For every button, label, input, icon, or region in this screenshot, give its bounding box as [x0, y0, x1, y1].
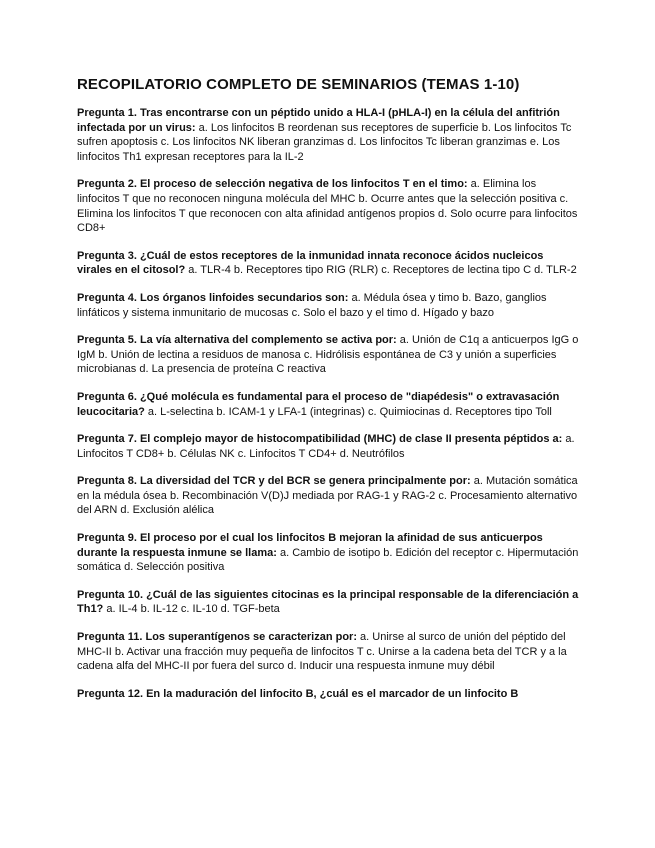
question-stem: Pregunta 10. ¿Cuál de las siguientes citocinas es la principal responsable de la diferenciación a Th1?	[77, 588, 579, 616]
question-stem: Pregunta 4. Los órganos linfoides secundarios son:	[77, 291, 349, 304]
question-options: a. IL-4 b. IL-12 c. IL-10 d. TGF-beta	[103, 603, 280, 616]
question-options: a. Linfocitos T CD8+ b. Células NK c. Linfocitos T CD4+ d. Neutrófilos	[77, 433, 575, 460]
question-11	[77, 630, 579, 674]
question-stem: Pregunta 7. El complejo mayor de histocompatibilidad (MHC) de clase II presenta péptidos a:	[77, 433, 563, 446]
question-options: a. Los linfocitos B reordenan sus receptores de superficie b. Los linfocitos Tc sufren apoptosis c. Los linfocitos NK liberan granzimas d. Los linfocitos Tc liberan granzimas e. Los linfocitos Th1 expresan receptores para la IL-2	[77, 121, 572, 163]
question-stem: Pregunta 2. El proceso de selección negativa de los linfocitos T en el timo:	[77, 178, 468, 191]
document-page	[77, 75, 579, 714]
question-options: a. Elimina los linfocitos T que no reconocen ninguna molécula del MHC b. Ocurre antes que la selección positiva c. Elimina los linfocitos T que reconocen con alta afinidad antígenos propios d. Solo ocurre para linfocitos CD8+	[77, 178, 578, 235]
question-options: a. Unirse al surco de unión del péptido del MHC-II b. Activar una fracción muy pequeña de linfocitos T c. Unirse a la cadena beta del TCR y a la cadena alfa del MHC-II por fuera del surco d. Inducir una respuesta inmune muy débil	[77, 631, 567, 673]
question-9	[77, 531, 579, 575]
question-2	[77, 177, 579, 235]
question-stem: Pregunta 5. La vía alternativa del complemento se activa por:	[77, 334, 397, 347]
question-options: a. Médula ósea y timo b. Bazo, ganglios linfáticos y sistema inmunitario de mucosas c. Solo el bazo y el timo d. Hígado y bazo	[77, 291, 547, 319]
question-stem: Pregunta 6. ¿Qué molécula es fundamental para el proceso de "diapédesis" o extravasación leucocitaria?	[77, 390, 560, 418]
question-options: a. TLR-4 b. Receptores tipo RIG (RLR) c. Receptores de lectina tipo C d. TLR-2	[185, 264, 577, 277]
question-stem: Pregunta 12. En la maduración del linfocito B, ¿cuál es el marcador de un linfocito B	[77, 687, 519, 700]
document-title: RECOPILATORIO COMPLETO DE SEMINARIOS (TEMAS 1-10)	[77, 76, 520, 93]
question-stem: Pregunta 3. ¿Cuál de estos receptores de la inmunidad innata reconoce ácidos nucleicos virales en el citosol?	[77, 249, 544, 277]
question-3	[77, 249, 579, 278]
question-stem: Pregunta 1. Tras encontrarse con un péptido unido a HLA-I (pHLA-I) en la célula del anfitrión infectada por un virus:	[77, 107, 560, 134]
question-4	[77, 291, 579, 320]
question-10	[77, 588, 579, 617]
question-8	[77, 474, 579, 518]
question-options: a. Cambio de isotipo b. Edición del receptor c. Hipermutación somática d. Selección positiva	[77, 546, 579, 574]
question-12	[77, 687, 579, 702]
question-1	[77, 106, 579, 164]
question-stem: Pregunta 11. Los superantígenos se caracterizan por:	[77, 631, 357, 644]
question-stem: Pregunta 9. El proceso por el cual los linfocitos B mejoran la afinidad de sus anticuerpos durante la respuesta inmune se llama:	[77, 532, 543, 559]
question-7	[77, 432, 579, 461]
question-options: a. L-selectina b. ICAM-1 y LFA-1 (integrinas) c. Quimiocinas d. Receptores tipo Toll	[144, 405, 552, 418]
question-options: a. Unión de C1q a anticuerpos IgG o IgM b. Unión de lectina a residuos de manosa c. Hidrólisis espontánea de C3 y unión a superficies microbianas d. La presencia de proteína C reactiva	[77, 334, 579, 376]
question-options: a. Mutación somática en la médula ósea b. Recombinación V(D)J mediada por RAG-1 y RAG-2 c. Procesamiento alternativo del ARN d. Exclusión alélica	[77, 475, 578, 517]
question-6	[77, 390, 579, 419]
question-5	[77, 333, 579, 377]
question-stem: Pregunta 8. La diversidad del TCR y del BCR se genera principalmente por:	[77, 475, 471, 488]
